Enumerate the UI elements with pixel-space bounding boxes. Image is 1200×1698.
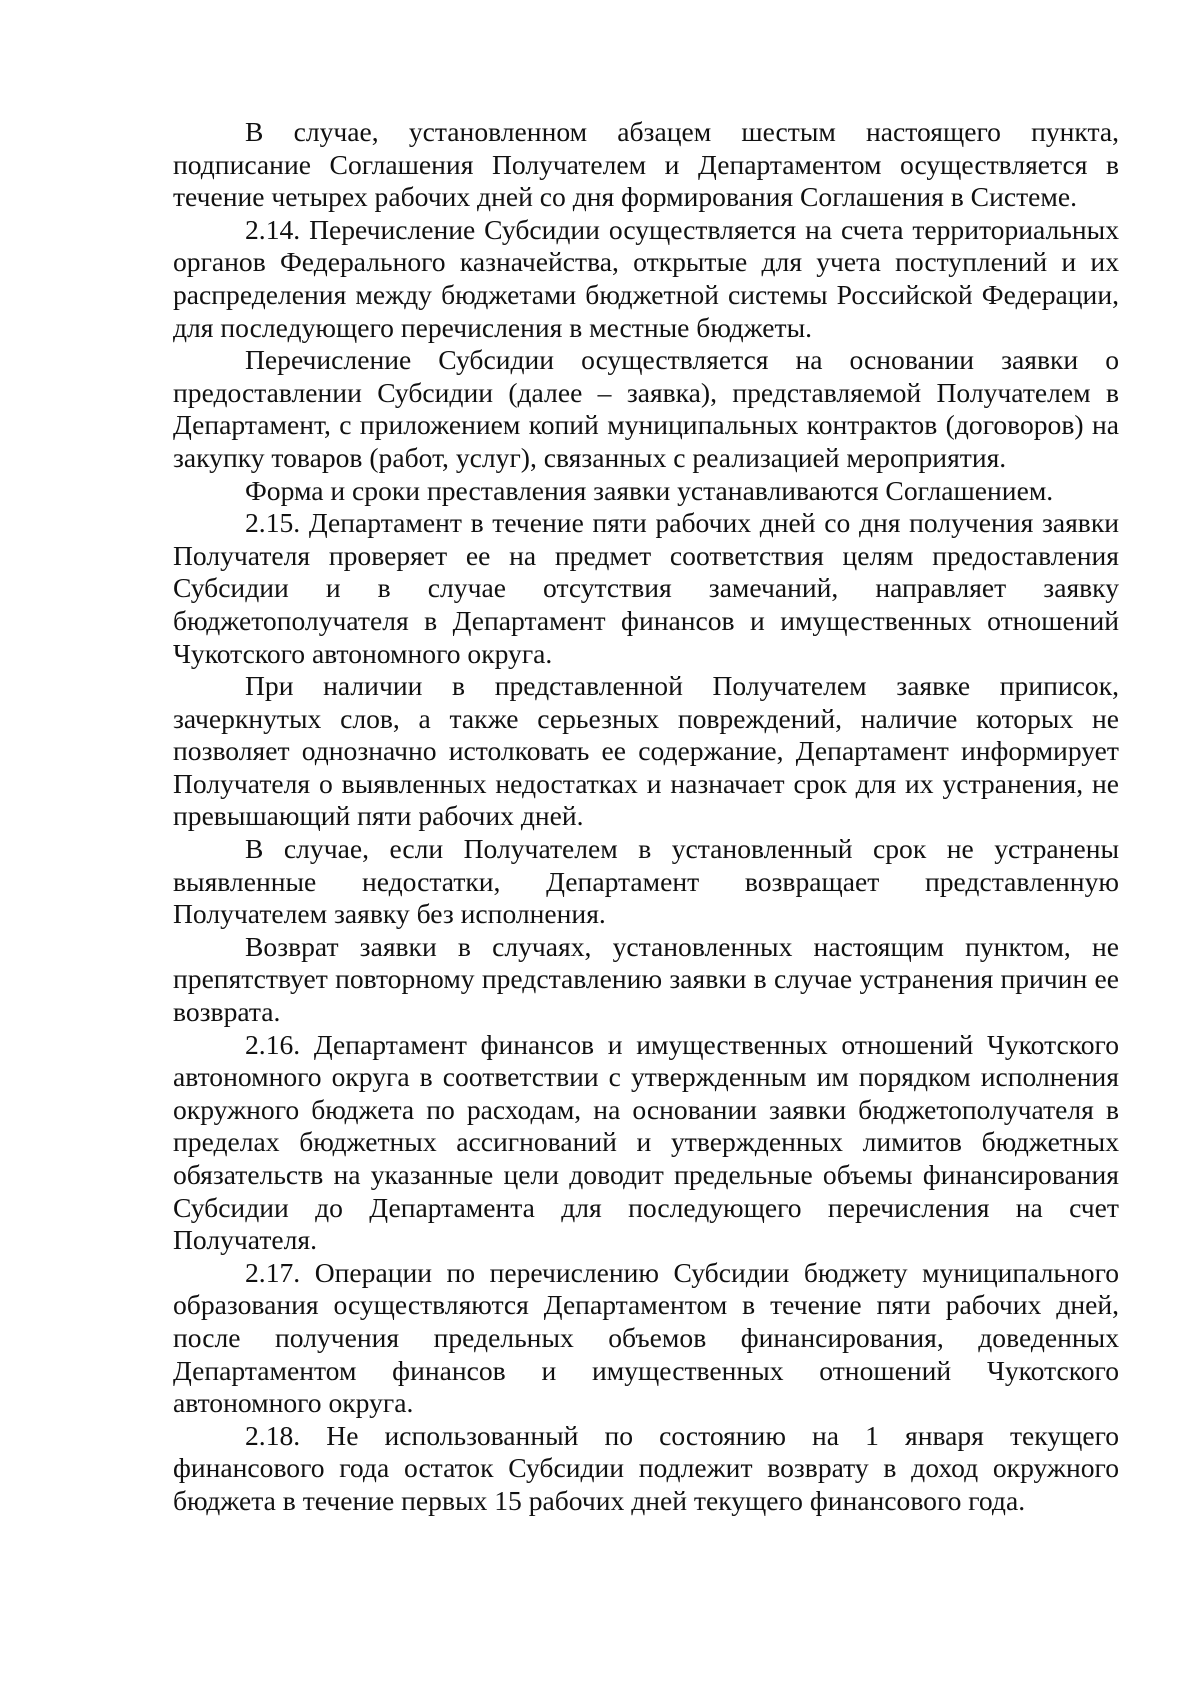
paragraph-agreement-signing: В случае, установленном абзацем шестым настоящего пункта, подписание Соглашения Получателем и Департаментом осуществляется в течение четырех рабочих дней со дня формирования Соглашения в Системе.	[173, 116, 1119, 213]
paragraph-2-18: 2.18. Не использованный по состоянию на 1 января текущего финансового года остаток Субсидии подлежит возврату в доход окружного бюджета в течение первых 15 рабочих дней текущего финансового года.	[173, 1419, 1119, 1516]
paragraph-2-16: 2.16. Департамент финансов и имущественных отношений Чукотского автономного округа в соответствии с утвержденным им порядком исполнения окружного бюджета по расходам, на основании заявки бюджетополучателя в пределах бюджетных ассигнований и утвержденных лимитов бюджетных обязательств на указанные цели доводит предельные объемы финансирования Субсидии до Департамента для последующего перечисления на счет Получателя.	[173, 1028, 1119, 1256]
paragraph-2-14: 2.14. Перечисление Субсидии осуществляется на счета территориальных органов Федерального казначейства, открытые для учета поступлений и их распределения между бюджетами бюджетной системы Российской Федерации, для последующего перечисления в местные бюджеты.	[173, 213, 1119, 343]
paragraph-defects: При наличии в представленной Получателем заявке приписок, зачеркнутых слов, а также серьезных повреждений, наличие которых не позволяет однозначно истолковать ее содержание, Департамент информирует Получателя о выявленных недостатках и назначает срок для их устранения, не превышающий пяти рабочих дней.	[173, 670, 1119, 832]
paragraph-transfer-basis: Перечисление Субсидии осуществляется на основании заявки о предоставлении Субсидии (далее – заявка), представляемой Получателем в Департамент, с приложением копий муниципальных контрактов (договоров) на закупку товаров (работ, услуг), связанных с реализацией мероприятия.	[173, 344, 1119, 473]
document-body	[173, 116, 1119, 1518]
paragraph-resubmission: Возврат заявки в случаях, установленных настоящим пунктом, не препятствует повторному представлению заявки в случае устранения причин ее возврата.	[173, 930, 1119, 1028]
paragraph-request-form: Форма и сроки преставления заявки устанавливаются Соглашением.	[245, 474, 1054, 506]
paragraph-return-without-execution: В случае, если Получателем в установленный срок не устранены выявленные недостатки, Департамент возвращает представленную Получателем заявку без исполнения.	[173, 833, 1119, 930]
paragraph-2-17: 2.17. Операции по перечислению Субсидии бюджету муниципального образования осуществляются Департаментом в течение пяти рабочих дней, после получения предельных объемов финансирования, доведенных Департаментом финансов и имущественных отношений Чукотского автономного округа.	[173, 1256, 1119, 1419]
paragraph-2-15: 2.15. Департамент в течение пяти рабочих дней со дня получения заявки Получателя проверяет ее на предмет соответствия целям предоставления Субсидии и в случае отсутствия замечаний, направляет заявку бюджетополучателя в Департамент финансов и имущественных отношений Чукотского автономного округа.	[173, 507, 1119, 669]
